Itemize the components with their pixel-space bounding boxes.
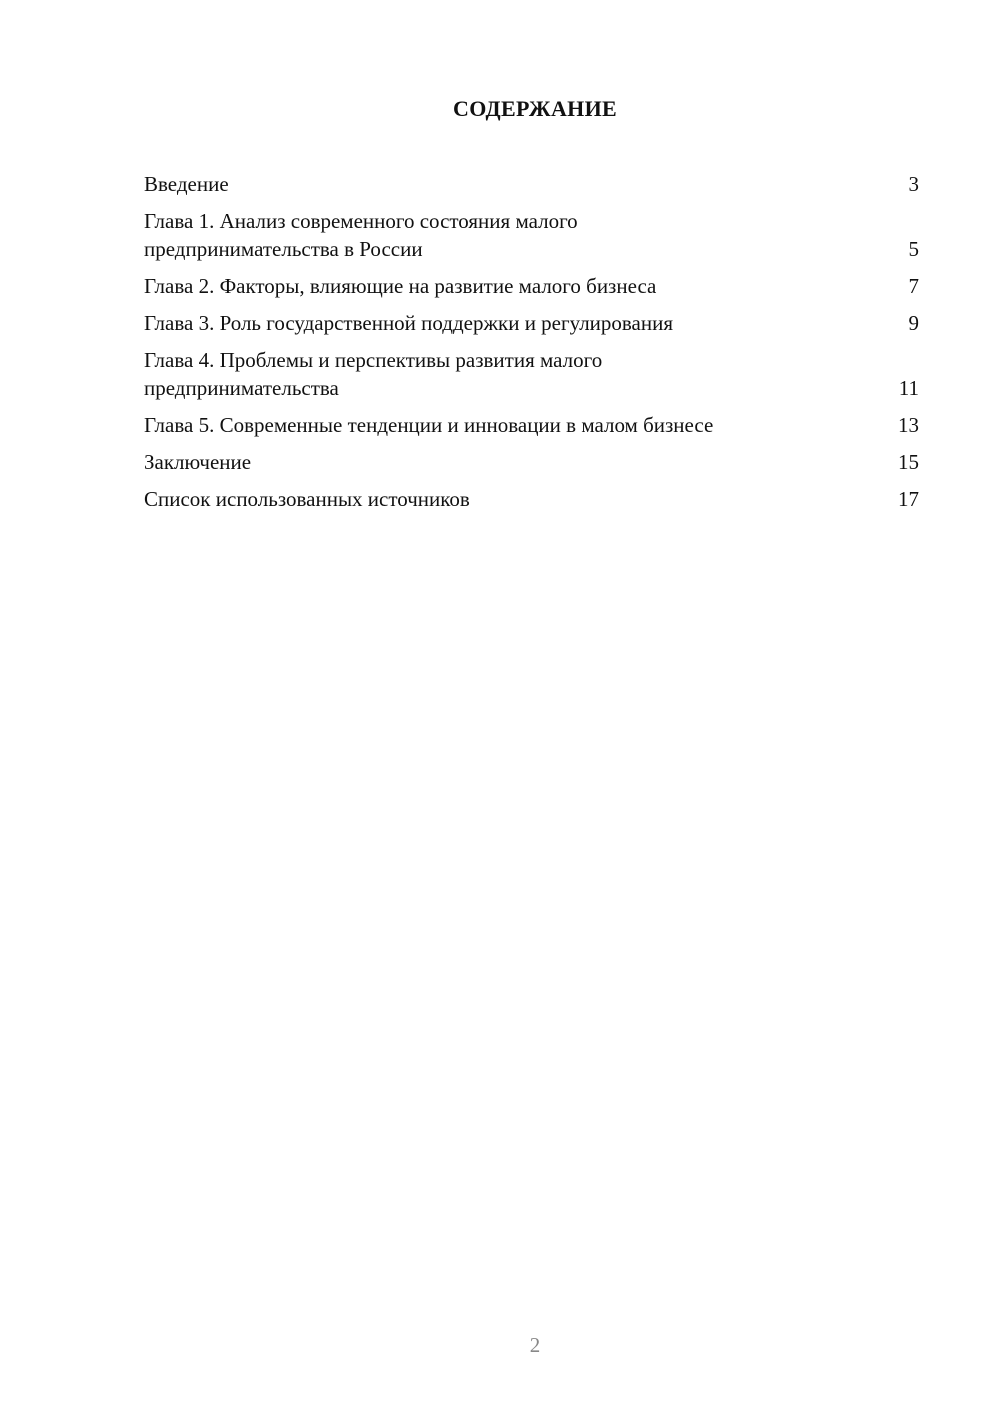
page-number: 2 xyxy=(529,1333,541,1357)
page-title: СОДЕРЖАНИЕ xyxy=(453,96,617,121)
toc-entry-introduction xyxy=(144,170,919,198)
toc-entry-chapter-5 xyxy=(144,411,919,439)
toc-entry-page: 5 xyxy=(908,237,919,261)
toc-entry-references xyxy=(144,485,919,513)
toc-entry-page: 11 xyxy=(898,376,919,400)
toc-entry-chapter-2 xyxy=(144,272,919,300)
toc-entry-label: Глава 1. Анализ современного состояния малого предпринимательства в России xyxy=(144,209,578,261)
table-of-contents xyxy=(144,170,919,522)
toc-entry-label: Глава 2. Факторы, влияющие на развитие малого бизнеса xyxy=(144,274,657,298)
toc-entry-chapter-4 xyxy=(144,346,919,402)
toc-entry-conclusion xyxy=(144,448,919,476)
toc-entry-page: 17 xyxy=(898,487,919,511)
toc-entry-label: Заключение xyxy=(144,450,252,474)
toc-entry-label: Список использованных источников xyxy=(144,487,470,511)
toc-entry-page: 15 xyxy=(898,450,919,474)
toc-entry-label: Глава 5. Современные тенденции и инновации в малом бизнесе xyxy=(144,413,714,437)
toc-entry-chapter-3 xyxy=(144,309,919,337)
toc-entry-page: 9 xyxy=(908,311,919,335)
toc-entry-chapter-1 xyxy=(144,207,919,263)
toc-entry-label: Глава 4. Проблемы и перспективы развития малого предпринимательства xyxy=(144,348,603,400)
toc-entry-page: 7 xyxy=(908,274,919,298)
toc-entry-label: Глава 3. Роль государственной поддержки и регулирования xyxy=(144,311,674,335)
toc-entry-page: 13 xyxy=(898,413,919,437)
toc-entry-label: Введение xyxy=(144,172,229,196)
toc-entry-page: 3 xyxy=(908,172,919,196)
